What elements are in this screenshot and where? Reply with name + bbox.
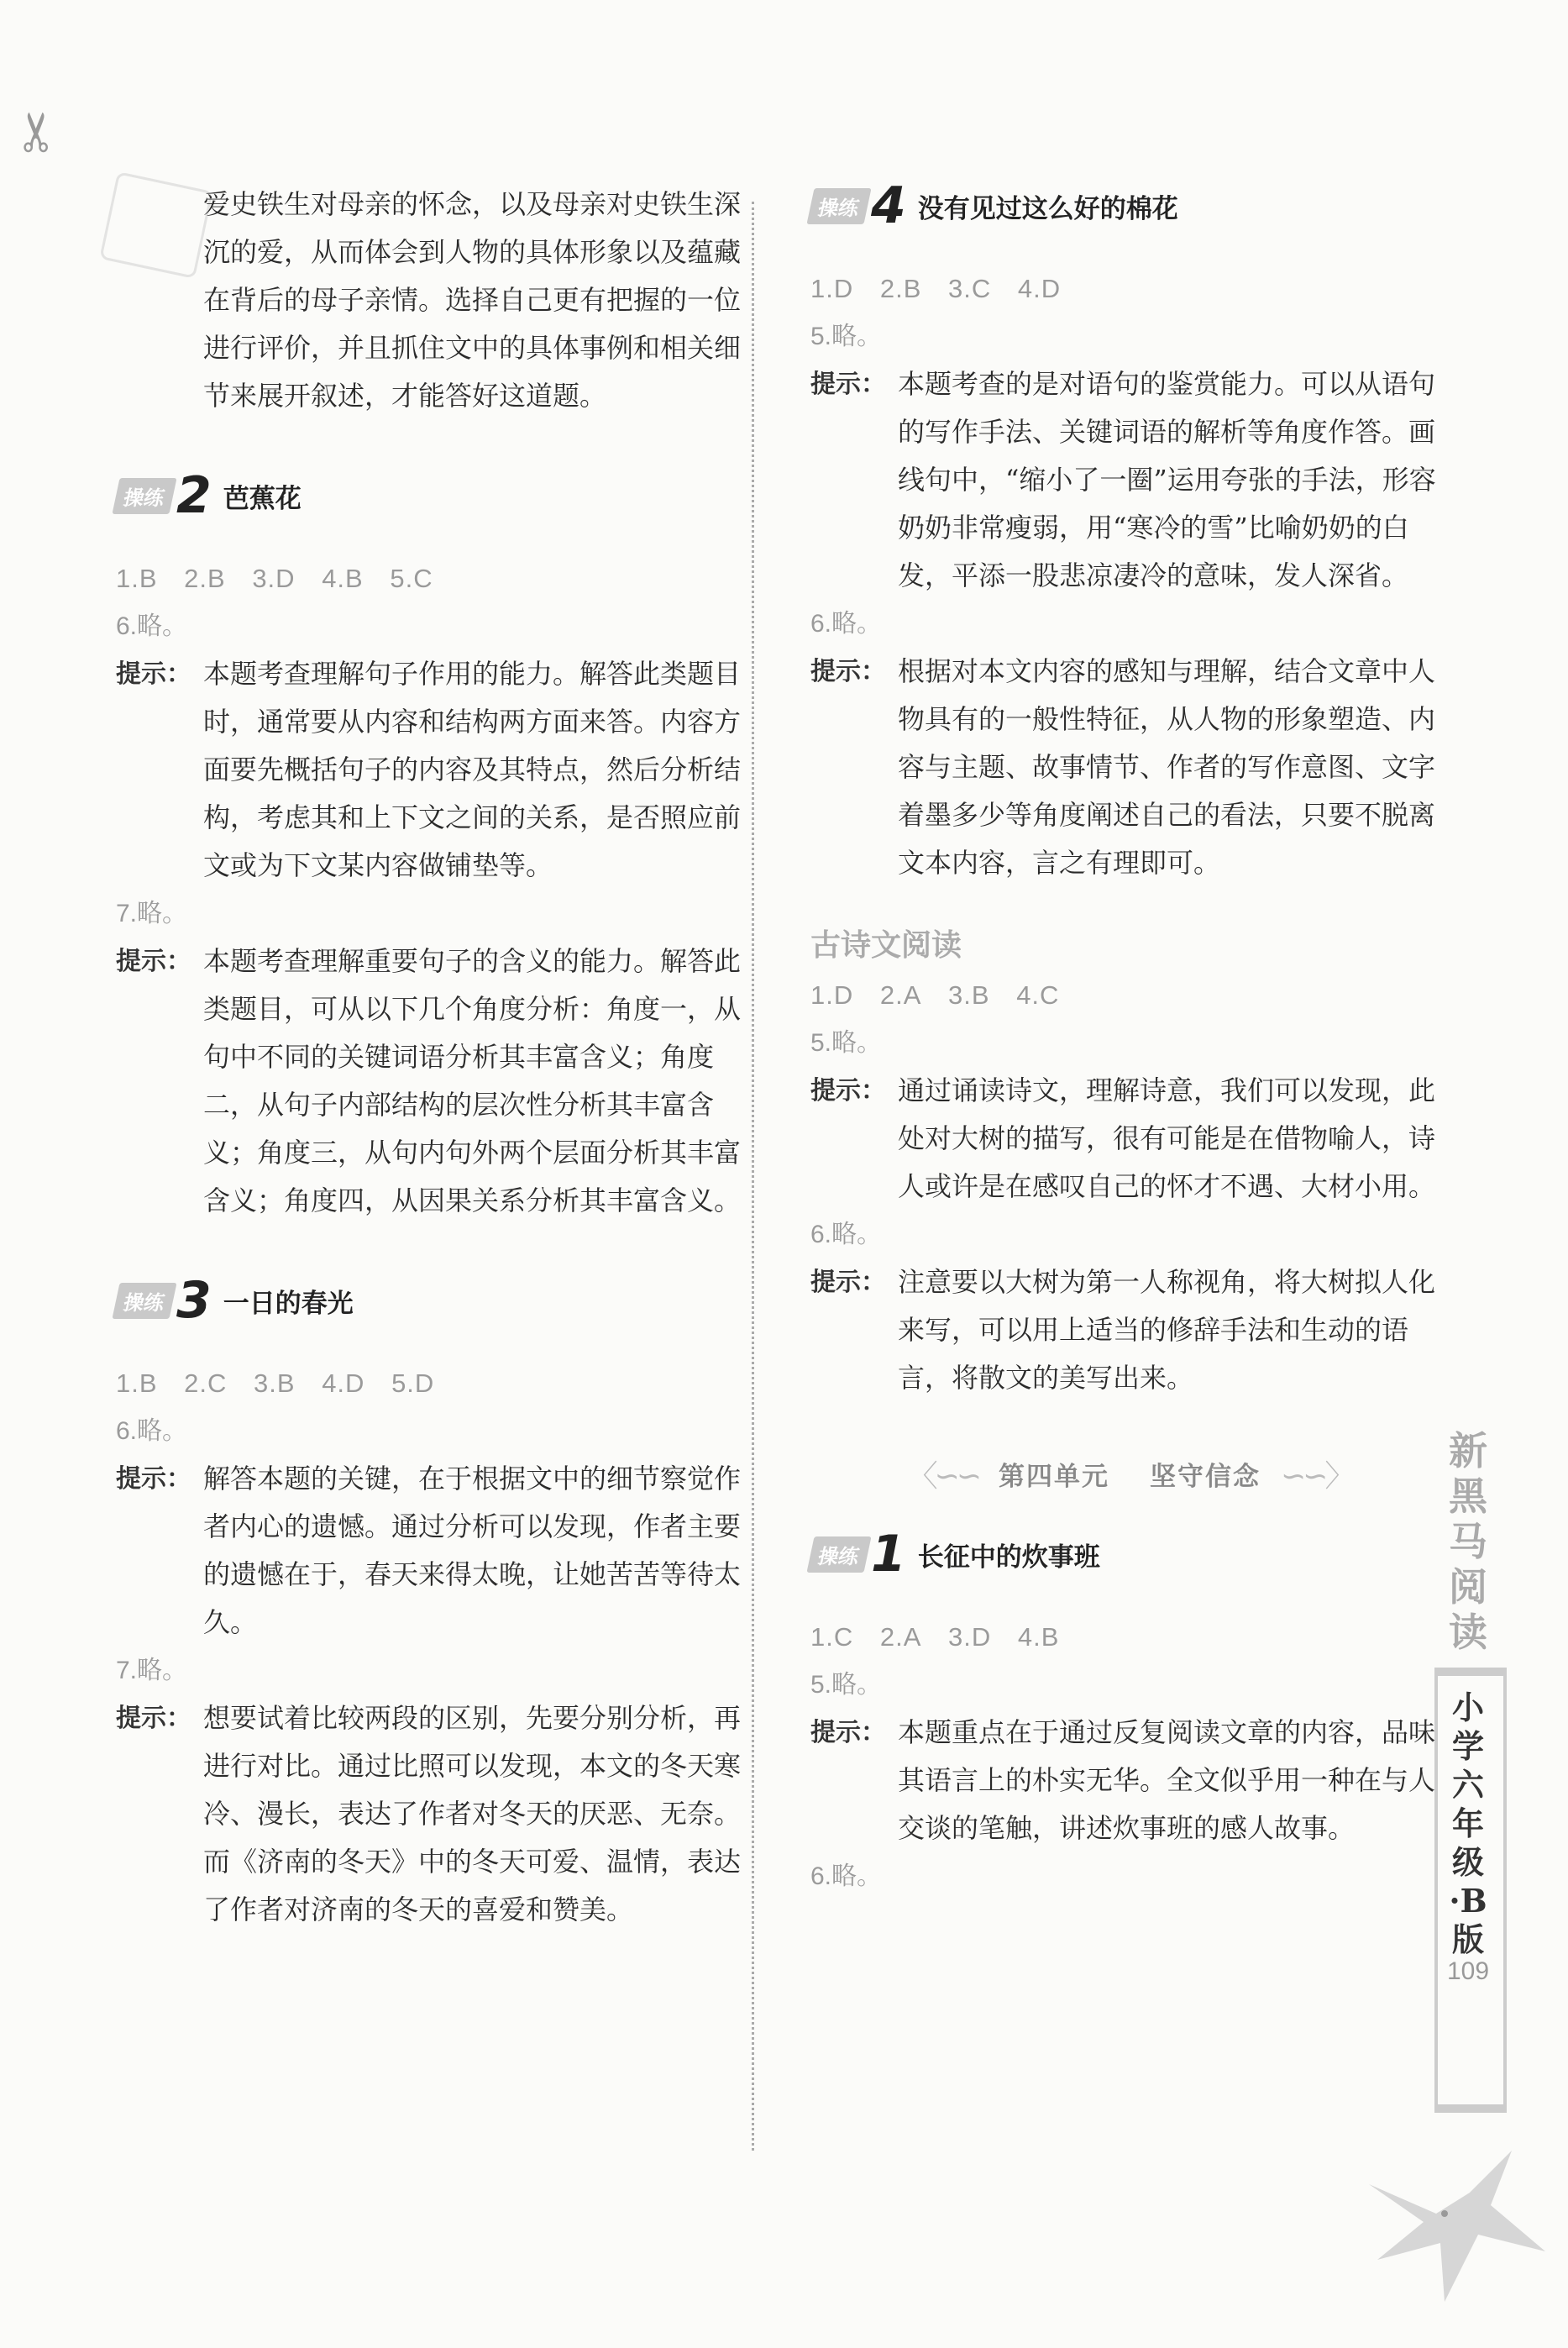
skip-note: 6.略。	[116, 1417, 188, 1445]
answer: 5.D	[391, 1368, 435, 1398]
section-title: 没有见过这么好的棉花	[917, 193, 1178, 224]
hint-text: 想要试着比较两段的区别，先要分别分析，再进行对比。通过比照可以发现，本文的冬天寒冷、漫长，表达了作者对冬天的厌恶、无奈。而《济南的冬天》中的冬天可爱、温情，表达了作者对济南的冬天的喜爱和赞美。	[203, 1702, 742, 1925]
skip-note: 5.略。	[810, 323, 883, 350]
hint-text: 本题考查的是对语句的鉴赏能力。可以从语句的写作手法、关键词语的解析等角度作答。画线句中，“缩小了一圈”运用夸张的手法，形容奶奶非常瘦弱，用“寒冷的雪”比喻奶奶的白发，平添一股悲凉凄冷的意味，发人深省。	[898, 368, 1436, 591]
skip-note: 5.略。	[810, 1671, 883, 1699]
skip-note: 6.略。	[810, 610, 883, 638]
answer: 4.C	[1016, 980, 1060, 1010]
hint-text: 通过诵读诗文，理解诗意，我们可以发现，此处对大树的描写，很有可能是在借物喻人，诗人或许是在感叹自己的怀才不遇、大材小用。	[898, 1074, 1436, 1202]
hint-text: 本题重点在于通过反复阅读文章的内容，品味其语言上的朴实无华。全文似乎用一种在与人交谈的笔触，讲述炊事班的感人故事。	[898, 1716, 1436, 1844]
hint-label: 提示：	[116, 947, 191, 976]
answer: 2.A	[879, 980, 922, 1010]
hint-label: 提示：	[116, 659, 191, 689]
section-title: 长征中的炊事班	[917, 1542, 1100, 1573]
intro-paragraph: 爱史铁生对母亲的怀念，以及母亲对史铁生深沉的爱，从而体会到人物的具体形象以及蕴藏在背后的母子亲情。选择自己更有把握的一位进行评价，并且抓住文中的具体事例和相关细节来展开叙述，才能答好这道题。	[203, 188, 742, 412]
section-header-1	[810, 1525, 1449, 1584]
hint-block	[810, 1709, 1449, 1852]
ornament-right-icon: ∽∽〉	[1281, 1459, 1352, 1494]
practice-tag: 操练	[112, 478, 176, 514]
answer: 2.B	[184, 564, 226, 593]
page-number: 109	[1446, 1957, 1490, 1985]
hint-block	[116, 650, 754, 890]
answer: 2.B	[879, 274, 922, 303]
section-number: 1	[871, 1525, 906, 1584]
answer: 1.D	[810, 274, 854, 303]
section-number: 4	[871, 176, 906, 235]
answer: 5.C	[390, 564, 433, 593]
ornament-left-icon: 〈∽∽	[907, 1459, 978, 1494]
answer-row	[810, 265, 1449, 313]
skip-note: 7.略。	[116, 1657, 188, 1684]
answer: 3.D	[252, 564, 296, 593]
answer: 2.C	[184, 1368, 228, 1398]
left-column	[116, 181, 754, 1934]
answer: 1.D	[810, 980, 854, 1010]
series-title: 新黑马阅读	[1449, 1428, 1487, 1655]
skip-note: 6.略。	[116, 612, 188, 640]
answer: 3.C	[948, 274, 992, 303]
hint-block	[116, 1455, 754, 1647]
section-header-2	[116, 466, 754, 525]
hint-label: 提示：	[810, 1718, 886, 1747]
answer: 4.B	[322, 564, 364, 593]
answer: 1.B	[116, 1368, 158, 1398]
hint-label: 提示：	[810, 370, 886, 399]
hint-block	[810, 648, 1449, 887]
unit-theme: 坚守信念	[1150, 1462, 1261, 1492]
hint-block	[810, 360, 1449, 600]
section-number: 2	[176, 466, 212, 525]
hint-block	[116, 1694, 754, 1934]
answer: 3.D	[948, 1622, 992, 1652]
hint-block	[810, 1258, 1449, 1402]
scissors-icon: ✂	[6, 109, 69, 155]
section-number: 3	[176, 1271, 212, 1330]
hint-label: 提示：	[810, 1268, 886, 1297]
hint-text: 根据对本文内容的感知与理解，结合文章中人物具有的一般性特征，从人物的形象塑造、内容与主题、故事情节、作者的写作意图、文字着墨多少等角度阐述自己的看法，只要不脱离文本内容，言之有理即可。	[898, 655, 1436, 879]
section-title: 一日的春光	[223, 1288, 354, 1319]
practice-tag: 操练	[806, 188, 871, 224]
answer: 1.C	[810, 1622, 854, 1652]
hint-block	[116, 938, 754, 1225]
section-title: 芭蕉花	[223, 483, 302, 514]
section-header-3	[116, 1271, 754, 1330]
hint-label: 提示：	[810, 1076, 886, 1106]
answer: 4.B	[1017, 1622, 1060, 1652]
skip-note: 6.略。	[810, 1221, 883, 1248]
answer-row	[116, 554, 754, 602]
practice-tag: 操练	[112, 1283, 176, 1319]
hint-text: 本题考查理解句子作用的能力。解答此类题目时，通常要从内容和结构两方面来答。内容方面要先概括句子的内容及其特点，然后分析结构，考虑其和上下文之间的关系，是否照应前文或为下文某内容做铺垫等。	[203, 658, 742, 881]
hint-text: 注意要以大树为第一人称视角，将大树拟人化来写，可以用上适当的修辞手法和生动的语言，将散文的美写出来。	[898, 1266, 1436, 1394]
answer: 2.A	[879, 1622, 922, 1652]
answer: 1.B	[116, 564, 158, 593]
unit-banner	[810, 1452, 1449, 1495]
answer: 4.D	[322, 1368, 365, 1398]
hint-text: 解答本题的关键，在于根据文中的细节察觉作者内心的遗憾。通过分析可以发现，作者主要的遗憾在于，春天来得太晚，让她苦苦等待太久。	[203, 1463, 742, 1638]
hint-text: 本题考查理解重要句子的含义的能力。解答此类题目，可从以下几个角度分析：角度一，从句中不同的关键词语分析其丰富含义；角度二，从句子内部结构的层次性分析其丰富含义；角度三，从句内句外两个层面分析其丰富含义；角度四，从因果关系分析其丰富含义。	[203, 945, 742, 1216]
practice-tag: 操练	[806, 1536, 871, 1573]
answer: 4.D	[1017, 274, 1062, 303]
answer-row	[116, 1359, 754, 1407]
answer: 3.B	[948, 980, 990, 1010]
hummingbird-icon	[1344, 2134, 1554, 2319]
unit-label: 第四单元	[999, 1462, 1109, 1492]
right-column	[810, 176, 1449, 1900]
hint-label: 提示：	[810, 657, 886, 686]
grade-label: 小学六年级·B版	[1449, 1689, 1487, 1958]
skip-note: 7.略。	[116, 900, 188, 927]
answer-row	[810, 971, 1449, 1019]
skip-note: 6.略。	[810, 1862, 883, 1890]
hint-label: 提示：	[116, 1464, 191, 1494]
hint-block	[810, 1067, 1449, 1211]
hint-label: 提示：	[116, 1704, 191, 1733]
poetry-heading: 古诗文阅读	[810, 928, 962, 963]
section-header-4	[810, 176, 1449, 235]
answer-row	[810, 1613, 1449, 1661]
answer: 3.B	[254, 1368, 296, 1398]
skip-note: 5.略。	[810, 1029, 883, 1057]
